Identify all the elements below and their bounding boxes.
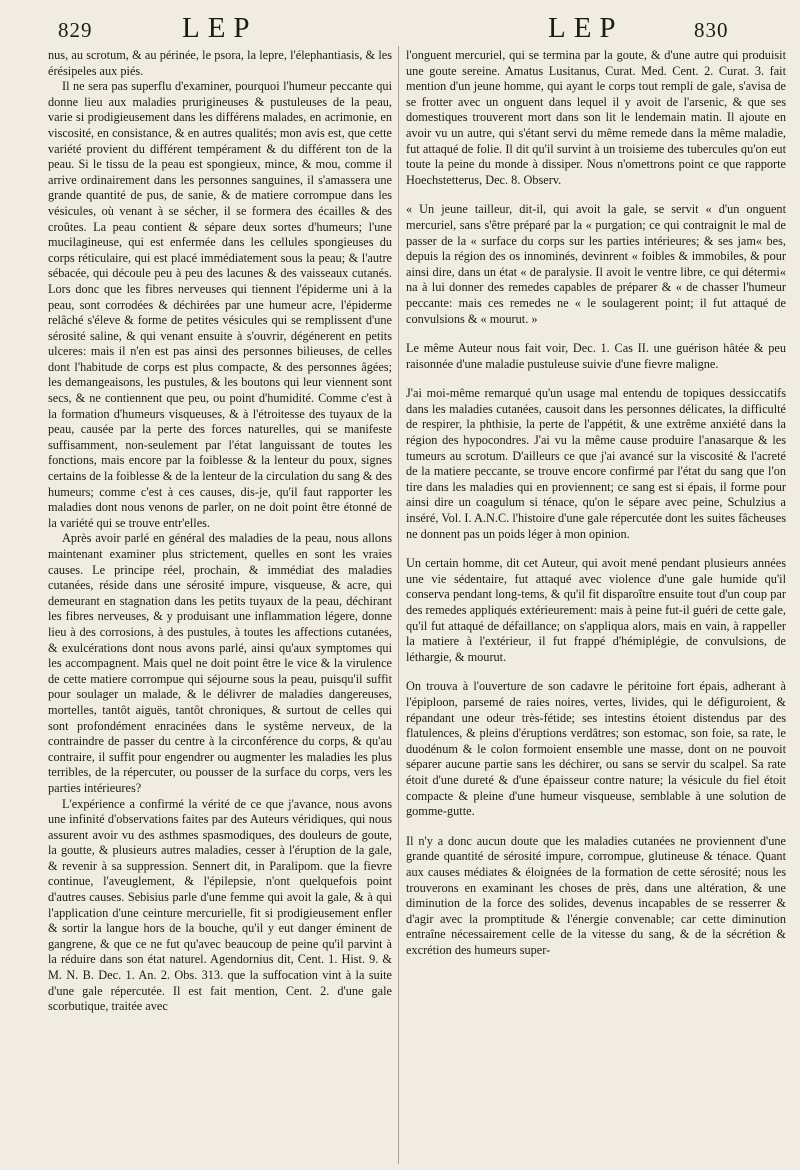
left-running-head: LEP <box>182 12 258 44</box>
paragraph: Il ne sera pas superflu d'examiner, pourquoi l'humeur peccante qui donne lieu aux maladies prurigineuses & pustuleuses de la peau, varie si prodigieusement dans les différens malades, en acrimonie, en viscosité, en consistance, & en autres qualités; mon avis est, que cette variété provient du différent tempérament & du différent ton de la peau. Si le tissu de la peau est spongieux, mince, & mou, comme il arrive ordinairement dans les personnes sanguines, il s'amassera une grande quantité de pus, de sanie, & de matiere corrompue dans les vésicules, où venant à se sécher, il se formera des écailles & des croûtes. La peau contient & sépare deux sortes d'humeurs; l'une mucilagineuse, qui est enfermée dans les cellules spongieuses du corps réticulaire, qui est placé immédiatement sous la peau; & l'autre sébacée, qui découle peu à peu des lacunes & des vaisseaux cutanés. Lors donc que les fibres nerveuses qui tiennent l'épiderme uni à la peau, sont corrodées & déchirées par une humeur acre, l'épiderme relâché s'éleve & forme de petites vésicules qui se remplissent d'une sérosité saline, & qui venant ensuite à s'ouvrir, dégénerent en petits ulceres: mais il n'en est pas ainsi des personnes bilieuses, de celles dont l'habitude de corps est plus compacte, & des personnes âgées; les demangeaisons, les pustules, & les boutons qui leur viennent sont secs, & ne contiennent que peu, ou point d'humidité. Comme c'est à la formation d'humeurs visqueuses, & à l'étroitesse des tuyaux de la peau, causée par la perte des forces naturelles, qui se manifeste suffisamment, non-seulement par l'état languissant de toutes les fonctions, mais encore par la foiblesse & la lenteur du poux, signes certains de la foiblesse & de la lenteur de la circulation du sang & des humeurs; comme c'est à ces causes, dis-je, qu'il faut rapporter les maladies dont nous venons de parler, on ne doit point être étonné de la variété qui se trouve entr'elles. <box>48 79 392 530</box>
page-header <box>0 4 800 44</box>
paragraph: l'onguent mercuriel, qui se termina par la goute, & d'une autre qui produisit une goute sereine. Amatus Lusitanus, Curat. Med. Cent. 2. Curat. 3. fait mention d'un jeune homme, qui ayant le corps tout rempli de gale, s'avisa de se frotter avec un onguent dans lequel il y avoit de l'arsenic, & que ses domestiques trouverent mort dans son lit le lendemain matin. Il ajoute en avoir vu un autre, qui s'étant servi du même remede dans la même maladie, fut attaqué de folie. Il dit qu'il survint à un troisieme des tubercules qu'on eut toute la peine du monde à dissiper. Nous n'omettrons point ce que rapporte Hoechstetterus, Dec. 8. Observ. <box>406 48 786 187</box>
paragraph: Le même Auteur nous fait voir, Dec. 1. Cas II. une guérison hâtée & peu raisonnée d'une maladie pustuleuse suivie d'une fievre maligne. <box>406 341 786 371</box>
paragraph: L'expérience a confirmé la vérité de ce que j'avance, nous avons une infinité d'observations faites par des Auteurs véridiques, qui nous assurent avoir vu des asthmes spasmodiques, des douleurs de goute, la goutte, & plusieurs autres maladies, cesser à l'éruption de la gale, & revenir à sa suppression. Sennert dit, in Paralipom. que la fievre continue, l'aveuglement, & l'épilepsie, n'ont quelquefois point d'autres causes. Sebisius parle d'une femme qui avoit la gale, & à qui l'application d'une ceinture mercurielle, fit si prodigieusement enfler & sortir la langue hors de la bouche, qu'il y eut danger éminent de gangrene, & que ce ne fut qu'avec beaucoup de peine qu'il parvint à la réduire dans son état naturel. Agendornius dit, Cent. 1. Hist. 9. & M. N. B. Dec. 1. An. 2. Obs. 313. que la suffocation vint à la suite d'une gale répercutée. Il est fait mention, Cent. 2. d'une gale scorbutique, traitée avec <box>48 796 392 1014</box>
paragraph: On trouva à l'ouverture de son cadavre le péritoine fort épais, adherant à l'épiploon, parsemé de raies noires, vertes, livides, qui le défiguroient, & répandant une odeur très-fétide; ses intestins étoient distendus par des flatulences, & pleins d'éruptions verdâtres; son estomac, son foie, sa rate, le duodénum & le colon formoient ensemble une masse, dont on ne pouvoit séparer aucune partie sans les déchirer, ou sans se servir du scalpel. Sa rate étoit d'une dureté & d'une épaisseur contre nature; la vésicule du fiel étoit compacte & pleine d'une humeur visqueuse, semblable à une solution de gomme-gutte. <box>406 679 786 819</box>
quotation: « Un jeune tailleur, dit-il, qui avoit la gale, se servit « d'un onguent mercuriel, sans s'être préparé par la « purgation; ce qui contraignit le mal de passer de la « surface du corps sur les parties intérieures; & ses jam« bes, depuis la région des os innominés, devinrent « foibles & immobiles, & pour ainsi dire, dans un état « de paralysie. Il avoit le ventre libre, ce qui détermi« na à lui donner des remedes capables de préparer & « de chasser l'humeur peccante: mais ces remedes ne « le soulagerent point; il fut attaqué de convulsions & « mourut. » <box>406 202 786 326</box>
paragraph: J'ai moi-même remarqué qu'un usage mal entendu de topiques dessiccatifs dans les maladies cutanées, causoit dans les personnes délicates, la difficulté de respirer, la phthisie, la perte de l'appétit, & une extrême anxiété dans la région des hypocondres. J'ai vu la même cause produire l'anasarque & les tumeurs au scrotum. D'ailleurs ce que j'ai avancé sur la viscosité & l'acreté de la matiere peccante, se trouve encore confirmé par l'état du sang que l'on tire dans les maladies qui en proviennent; ce sang est si épais, il forme pour ainsi dire un coagulum si ténace, qu'on le sépare avec peine, Schulzius a inséré, Vol. I. A.N.C. l'histoire d'une gale répercutée dont les suites fâcheuses ne donnent pas un poids léger à mon opinion. <box>406 386 786 541</box>
right-page-number: 830 <box>694 18 729 42</box>
paragraph: Après avoir parlé en général des maladies de la peau, nous allons maintenant examiner plus strictement, quelles en sont les vraies causes. Le principe réel, prochain, & immédiat des maladies cutanées, réside dans une sérosité impure, visqueuse, & acre, qui demeurant en stagnation dans les petits tuyaux de la peau, déchirant les fibres nerveuses, & y produisant une inflammation légere, donne lieu à des corrosions, à des pustules, à toutes les affections cutanées, & exulcérations dont nous avons parlé, ainsi qu'aux symptomes qui les accompagnent. Mais quel ne doit point être le vice & la virulence de cette matiere corrompue qui séjourne sous la peau, puisqu'il suffit pour soulager un malade, & le délivrer de maladies dangereuses, mortelles, tantôt aiguës, tantôt chroniques, & surtout de celles qui sont profondément enracinées dans le systême nerveux, de la contraindre de passer du centre à la circonférence du corps, & qu'au contraire, il suffit pour engendrer ou augmenter les maladies les plus terribles, de la répercuter, ou pousser de la surface du corps, vers les parties intérieures? <box>48 531 392 795</box>
column-divider <box>398 46 399 1164</box>
paragraph: Il n'y a donc aucun doute que les maladies cutanées ne proviennent d'une grande quantité de sérosité impure, corrompue, glutineuse & ténace. Quant aux causes médiates & éloignées de la formation de cette sérosité; nous les trouverons en examinant les choses de près, dans une altération, & une diminution de la force des solides, devenus incapables de se resserrer & d'agir avec la promptitude & l'énergie convenable; car cette diminution entraîne nécessairement celle de la vitesse du sang, & de la sécrétion & excrétion des humeurs super- <box>406 833 786 957</box>
right-running-head: LEP <box>548 12 624 44</box>
left-column <box>48 48 392 1163</box>
paragraph: Un certain homme, dit cet Auteur, qui avoit mené pendant plusieurs années une vie sédentaire, fut attaqué avec violence d'une gale humide qu'il conserva pendant long-tems, & qu'il fit disparoître ensuite tout d'un coup par des remedes appliqués extérieurement: mais à peine fut-il guéri de cette gale, qu'il fut attaqué de défaillance; on s'appliqua alors, mais en vain, à rappeller la matiere à l'extérieur, il fut frappé d'hémiplégie, de convulsions, de léthargie, & mourut. <box>406 556 786 664</box>
left-page-number: 829 <box>58 18 93 42</box>
paragraph: nus, au scrotum, & au périnée, le psora, la lepre, l'élephantiasis, & les érésipeles aux piés. <box>48 48 392 78</box>
right-column <box>406 48 786 1163</box>
